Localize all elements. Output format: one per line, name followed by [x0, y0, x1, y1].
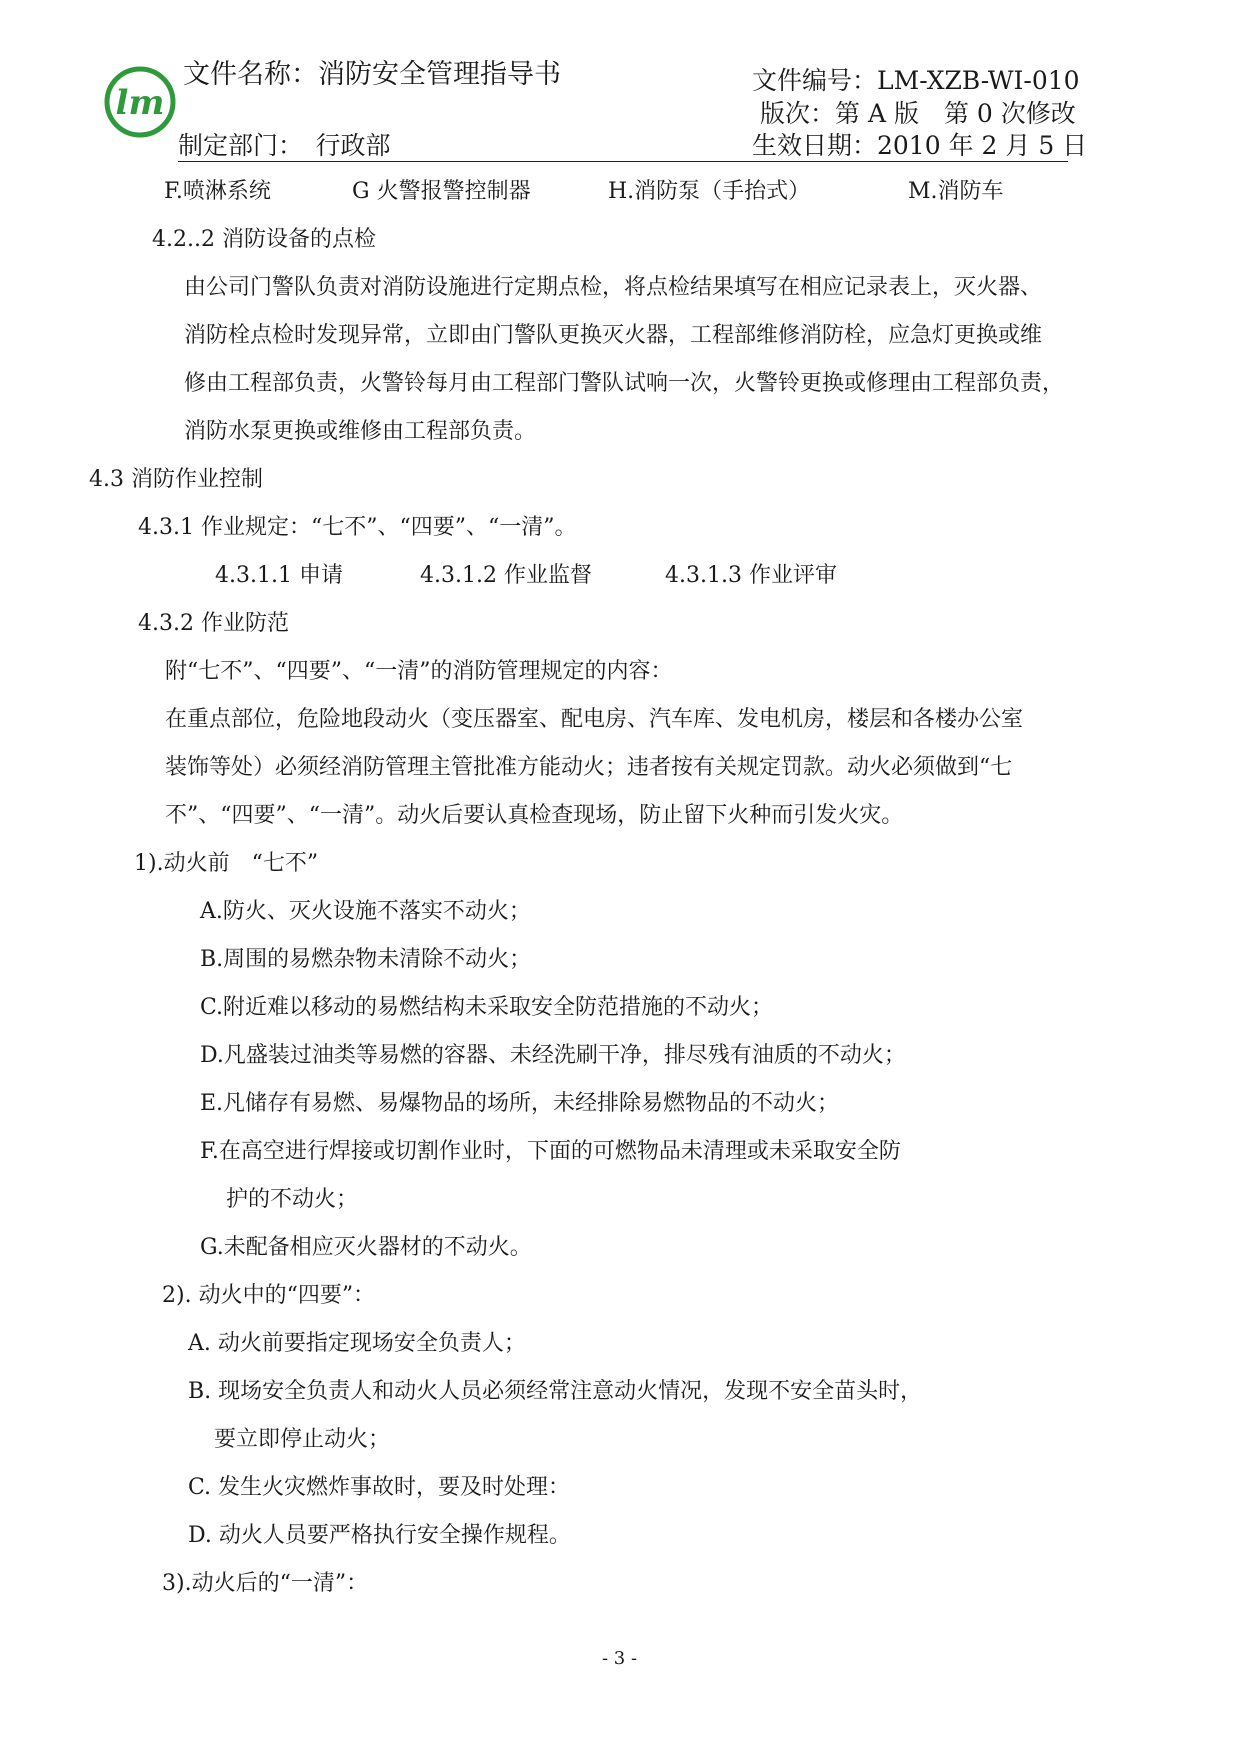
body-line: 在重点部位，危险地段动火（变压器室、配电房、汽车库、发电机房，楼层和各楼办公室	[165, 707, 1024, 732]
company-logo-icon	[104, 66, 176, 138]
section-heading-431: 4.3.1 作业规定：“七不”、“四要”、“一清”。	[138, 515, 577, 540]
body-line: 修由工程部负责，火警铃每月由工程部门警队试响一次，火警铃更换或修理由工程部负责，	[184, 371, 1065, 396]
section-heading-43: 4.3 消防作业控制	[89, 467, 263, 492]
svg-text:lm: lm	[115, 83, 165, 123]
list-heading-after: 3).动火后的“一清”：	[162, 1571, 369, 1596]
body-line: 由公司门警队负责对消防设施进行定期点检，将点检结果填写在相应记录表上，灭火器、	[184, 275, 1043, 300]
list-item: A.防火、灭火设施不落实不动火；	[200, 899, 531, 924]
doc-title: 文件名称：消防安全管理指导书	[183, 59, 561, 90]
list-item: C.附近难以移动的易燃结构未采取安全防范措施的不动火；	[200, 995, 774, 1020]
sub-item: 4.3.1.3 作业评审	[665, 563, 837, 588]
section-heading-432: 4.3.2 作业防范	[138, 611, 289, 636]
body-line: 消防栓点检时发现异常，立即由门警队更换灭火器，工程部维修消防栓，应急灯更换或维	[184, 323, 1043, 348]
list-item: A. 动火前要指定现场安全负责人；	[188, 1331, 526, 1356]
list-heading-during: 2). 动火中的“四要”：	[162, 1283, 376, 1308]
list-item: 护的不动火；	[226, 1187, 359, 1212]
body-line: 装饰等处）必须经消防管理主管批准方能动火；违者按有关规定罚款。动火必须做到“七	[165, 755, 1013, 780]
list-item: B. 现场安全负责人和动火人员必须经常注意动火情况，发现不安全苗头时，	[188, 1379, 923, 1404]
list-item: E.凡储存有易燃、易爆物品的场所，未经排除易燃物品的不动火；	[200, 1091, 840, 1116]
list-item: D.凡盛装过油类等易燃的容器、未经洗刷干净，排尽残有油质的不动火；	[200, 1043, 906, 1068]
list-item: D. 动火人员要严格执行安全操作规程。	[188, 1523, 571, 1548]
header-rule	[178, 161, 1068, 162]
list-item: G.未配备相应灭火器材的不动火。	[200, 1235, 532, 1260]
body-line: 附“七不”、“四要”、“一清”的消防管理规定的内容：	[165, 659, 673, 684]
page-number: - 3 -	[602, 1648, 638, 1669]
effective-date: 生效日期：2010 年 2 月 5 日	[752, 131, 1088, 160]
list-heading-before: 1).动火前 “七不”	[134, 851, 319, 876]
sub-item: 4.3.1.2 作业监督	[420, 563, 592, 588]
list-item: B.周围的易燃杂物未清除不动火；	[200, 947, 532, 972]
dept-label: 制定部门： 行政部	[178, 131, 391, 160]
doc-version: 版次：第 A 版 第 0 次修改	[760, 99, 1076, 128]
list-item: 要立即停止动火；	[214, 1427, 391, 1452]
doc-number: 文件编号：LM-XZB-WI-010	[752, 66, 1080, 95]
equipment-item: H.消防泵（手抬式）	[608, 179, 811, 204]
body-line: 消防水泵更换或维修由工程部负责。	[184, 419, 537, 444]
equipment-item: G 火警报警控制器	[352, 179, 531, 204]
equipment-item: F.喷淋系统	[164, 179, 271, 204]
section-heading-422: 4.2..2 消防设备的点检	[152, 227, 376, 252]
sub-item: 4.3.1.1 申请	[215, 563, 343, 588]
list-item: F.在高空进行焊接或切割作业时，下面的可燃物品未清理或未采取安全防	[200, 1139, 901, 1164]
list-item: C. 发生火灾燃炸事故时，要及时处理：	[188, 1475, 571, 1500]
equipment-item: M.消防车	[908, 179, 1004, 204]
body-line: 不”、“四要”、“一清”。动火后要认真检查现场，防止留下火种而引发火灾。	[165, 803, 904, 828]
